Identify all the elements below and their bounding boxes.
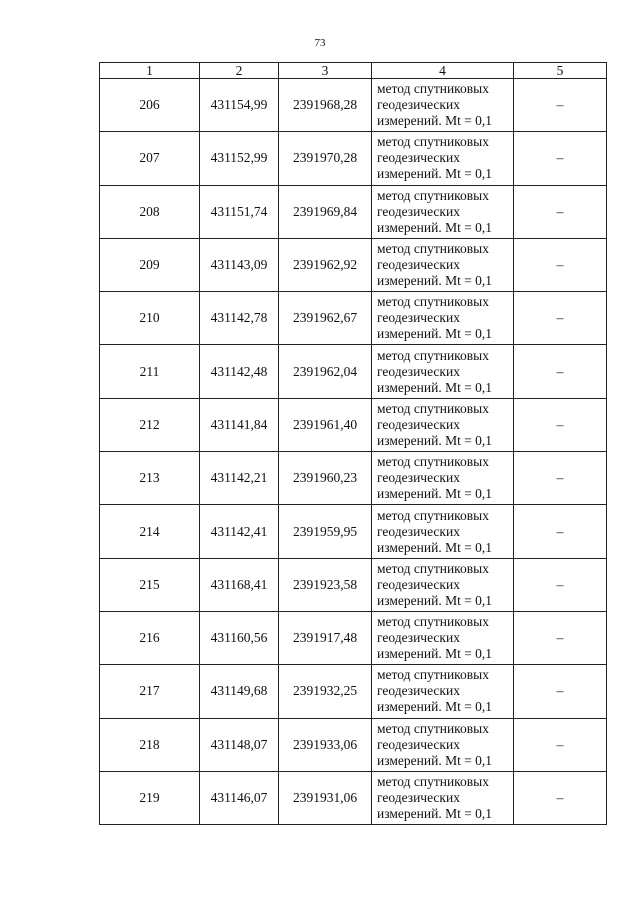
method-line: геодезических	[377, 257, 460, 273]
method-line: измерений. Mt = 0,1	[377, 273, 493, 289]
point-number-cell: 219	[100, 771, 200, 824]
x-coordinate-cell: 431148,07	[200, 718, 279, 771]
y-coordinate-cell: 2391960,23	[279, 452, 372, 505]
table-row	[100, 611, 607, 664]
method-cell	[372, 771, 514, 824]
table-row	[100, 771, 607, 824]
method-line: метод спутниковых	[377, 614, 489, 630]
method-line: геодезических	[377, 683, 460, 699]
table-row	[100, 132, 607, 185]
method-cell	[372, 558, 514, 611]
table-row	[100, 292, 607, 345]
y-coordinate-cell: 2391961,40	[279, 398, 372, 451]
method-line: измерений. Mt = 0,1	[377, 592, 493, 608]
table-row	[100, 398, 607, 451]
method-line: измерений. Mt = 0,1	[377, 379, 493, 395]
header-row	[100, 63, 607, 79]
method-cell	[372, 665, 514, 718]
header-col-1: 1	[100, 63, 200, 79]
method-cell	[372, 398, 514, 451]
method-line: измерений. Mt = 0,1	[377, 166, 493, 182]
x-coordinate-cell: 431149,68	[200, 665, 279, 718]
x-coordinate-cell: 431142,41	[200, 505, 279, 558]
method-line: метод спутниковых	[377, 81, 489, 97]
table-row	[100, 79, 607, 132]
method-line: геодезических	[377, 363, 460, 379]
x-coordinate-cell: 431142,21	[200, 452, 279, 505]
header-col-5: 5	[514, 63, 607, 79]
y-coordinate-cell: 2391959,95	[279, 505, 372, 558]
method-line: метод спутниковых	[377, 241, 489, 257]
note-cell: –	[514, 79, 607, 132]
method-line: метод спутниковых	[377, 400, 489, 416]
y-coordinate-cell: 2391962,67	[279, 292, 372, 345]
table-row	[100, 665, 607, 718]
method-line: измерений. Mt = 0,1	[377, 646, 493, 662]
method-cell	[372, 185, 514, 238]
table-row	[100, 558, 607, 611]
method-line: измерений. Mt = 0,1	[377, 219, 493, 235]
y-coordinate-cell: 2391968,28	[279, 79, 372, 132]
method-line: геодезических	[377, 736, 460, 752]
point-number-cell: 208	[100, 185, 200, 238]
method-cell	[372, 452, 514, 505]
table-row	[100, 185, 607, 238]
y-coordinate-cell: 2391923,58	[279, 558, 372, 611]
method-line: метод спутниковых	[377, 720, 489, 736]
y-coordinate-cell: 2391962,92	[279, 238, 372, 291]
table-row	[100, 238, 607, 291]
x-coordinate-cell: 431168,41	[200, 558, 279, 611]
method-line: метод спутниковых	[377, 294, 489, 310]
method-line: метод спутниковых	[377, 507, 489, 523]
method-line: измерений. Mt = 0,1	[377, 486, 493, 502]
point-number-cell: 209	[100, 238, 200, 291]
x-coordinate-cell: 431142,78	[200, 292, 279, 345]
coordinates-table	[99, 62, 607, 825]
method-line: геодезических	[377, 523, 460, 539]
point-number-cell: 217	[100, 665, 200, 718]
table-row	[100, 452, 607, 505]
method-line: метод спутниковых	[377, 667, 489, 683]
y-coordinate-cell: 2391931,06	[279, 771, 372, 824]
method-line: геодезических	[377, 576, 460, 592]
point-number-cell: 207	[100, 132, 200, 185]
x-coordinate-cell: 431152,99	[200, 132, 279, 185]
method-line: метод спутниковых	[377, 560, 489, 576]
header-col-2: 2	[200, 63, 279, 79]
header-col-3: 3	[279, 63, 372, 79]
point-number-cell: 216	[100, 611, 200, 664]
method-line: метод спутниковых	[377, 134, 489, 150]
page-number: 73	[314, 37, 326, 49]
method-line: геодезических	[377, 790, 460, 805]
method-cell	[372, 611, 514, 664]
method-line: метод спутниковых	[377, 187, 489, 203]
table-row	[100, 505, 607, 558]
y-coordinate-cell: 2391933,06	[279, 718, 372, 771]
y-coordinate-cell: 2391932,25	[279, 665, 372, 718]
note-cell: –	[514, 185, 607, 238]
x-coordinate-cell: 431154,99	[200, 79, 279, 132]
note-cell: –	[514, 611, 607, 664]
x-coordinate-cell: 431160,56	[200, 611, 279, 664]
point-number-cell: 211	[100, 345, 200, 398]
table-row	[100, 718, 607, 771]
method-cell	[372, 132, 514, 185]
table-header	[100, 63, 607, 79]
method-line: геодезических	[377, 470, 460, 486]
method-line: метод спутниковых	[377, 774, 489, 789]
method-line: измерений. Mt = 0,1	[377, 699, 493, 715]
y-coordinate-cell: 2391962,04	[279, 345, 372, 398]
point-number-cell: 213	[100, 452, 200, 505]
y-coordinate-cell: 2391970,28	[279, 132, 372, 185]
method-cell	[372, 292, 514, 345]
note-cell: –	[514, 238, 607, 291]
method-line: метод спутниковых	[377, 347, 489, 363]
method-cell	[372, 718, 514, 771]
method-line: геодезических	[377, 630, 460, 646]
method-line: измерений. Mt = 0,1	[377, 806, 493, 821]
note-cell: –	[514, 292, 607, 345]
header-col-4: 4	[372, 63, 514, 79]
method-line: геодезических	[377, 150, 460, 166]
method-line: метод спутниковых	[377, 454, 489, 470]
y-coordinate-cell: 2391969,84	[279, 185, 372, 238]
method-cell	[372, 345, 514, 398]
x-coordinate-cell: 431142,48	[200, 345, 279, 398]
x-coordinate-cell: 431151,74	[200, 185, 279, 238]
method-line: геодезических	[377, 310, 460, 326]
note-cell: –	[514, 505, 607, 558]
method-line: измерений. Mt = 0,1	[377, 432, 493, 448]
note-cell: –	[514, 718, 607, 771]
point-number-cell: 214	[100, 505, 200, 558]
point-number-cell: 210	[100, 292, 200, 345]
x-coordinate-cell: 431143,09	[200, 238, 279, 291]
note-cell: –	[514, 132, 607, 185]
table-body	[100, 79, 607, 825]
table-row	[100, 345, 607, 398]
method-cell	[372, 505, 514, 558]
point-number-cell: 218	[100, 718, 200, 771]
note-cell: –	[514, 398, 607, 451]
y-coordinate-cell: 2391917,48	[279, 611, 372, 664]
x-coordinate-cell: 431146,07	[200, 771, 279, 824]
point-number-cell: 206	[100, 79, 200, 132]
x-coordinate-cell: 431141,84	[200, 398, 279, 451]
note-cell: –	[514, 345, 607, 398]
method-line: измерений. Mt = 0,1	[377, 752, 493, 768]
method-line: измерений. Mt = 0,1	[377, 539, 493, 555]
method-line: измерений. Mt = 0,1	[377, 113, 493, 129]
point-number-cell: 215	[100, 558, 200, 611]
method-cell	[372, 238, 514, 291]
method-line: измерений. Mt = 0,1	[377, 326, 493, 342]
point-number-cell: 212	[100, 398, 200, 451]
note-cell: –	[514, 558, 607, 611]
note-cell: –	[514, 665, 607, 718]
method-line: геодезических	[377, 97, 460, 113]
method-line: геодезических	[377, 416, 460, 432]
method-cell	[372, 79, 514, 132]
note-cell: –	[514, 452, 607, 505]
method-line: геодезических	[377, 203, 460, 219]
note-cell: –	[514, 771, 607, 824]
